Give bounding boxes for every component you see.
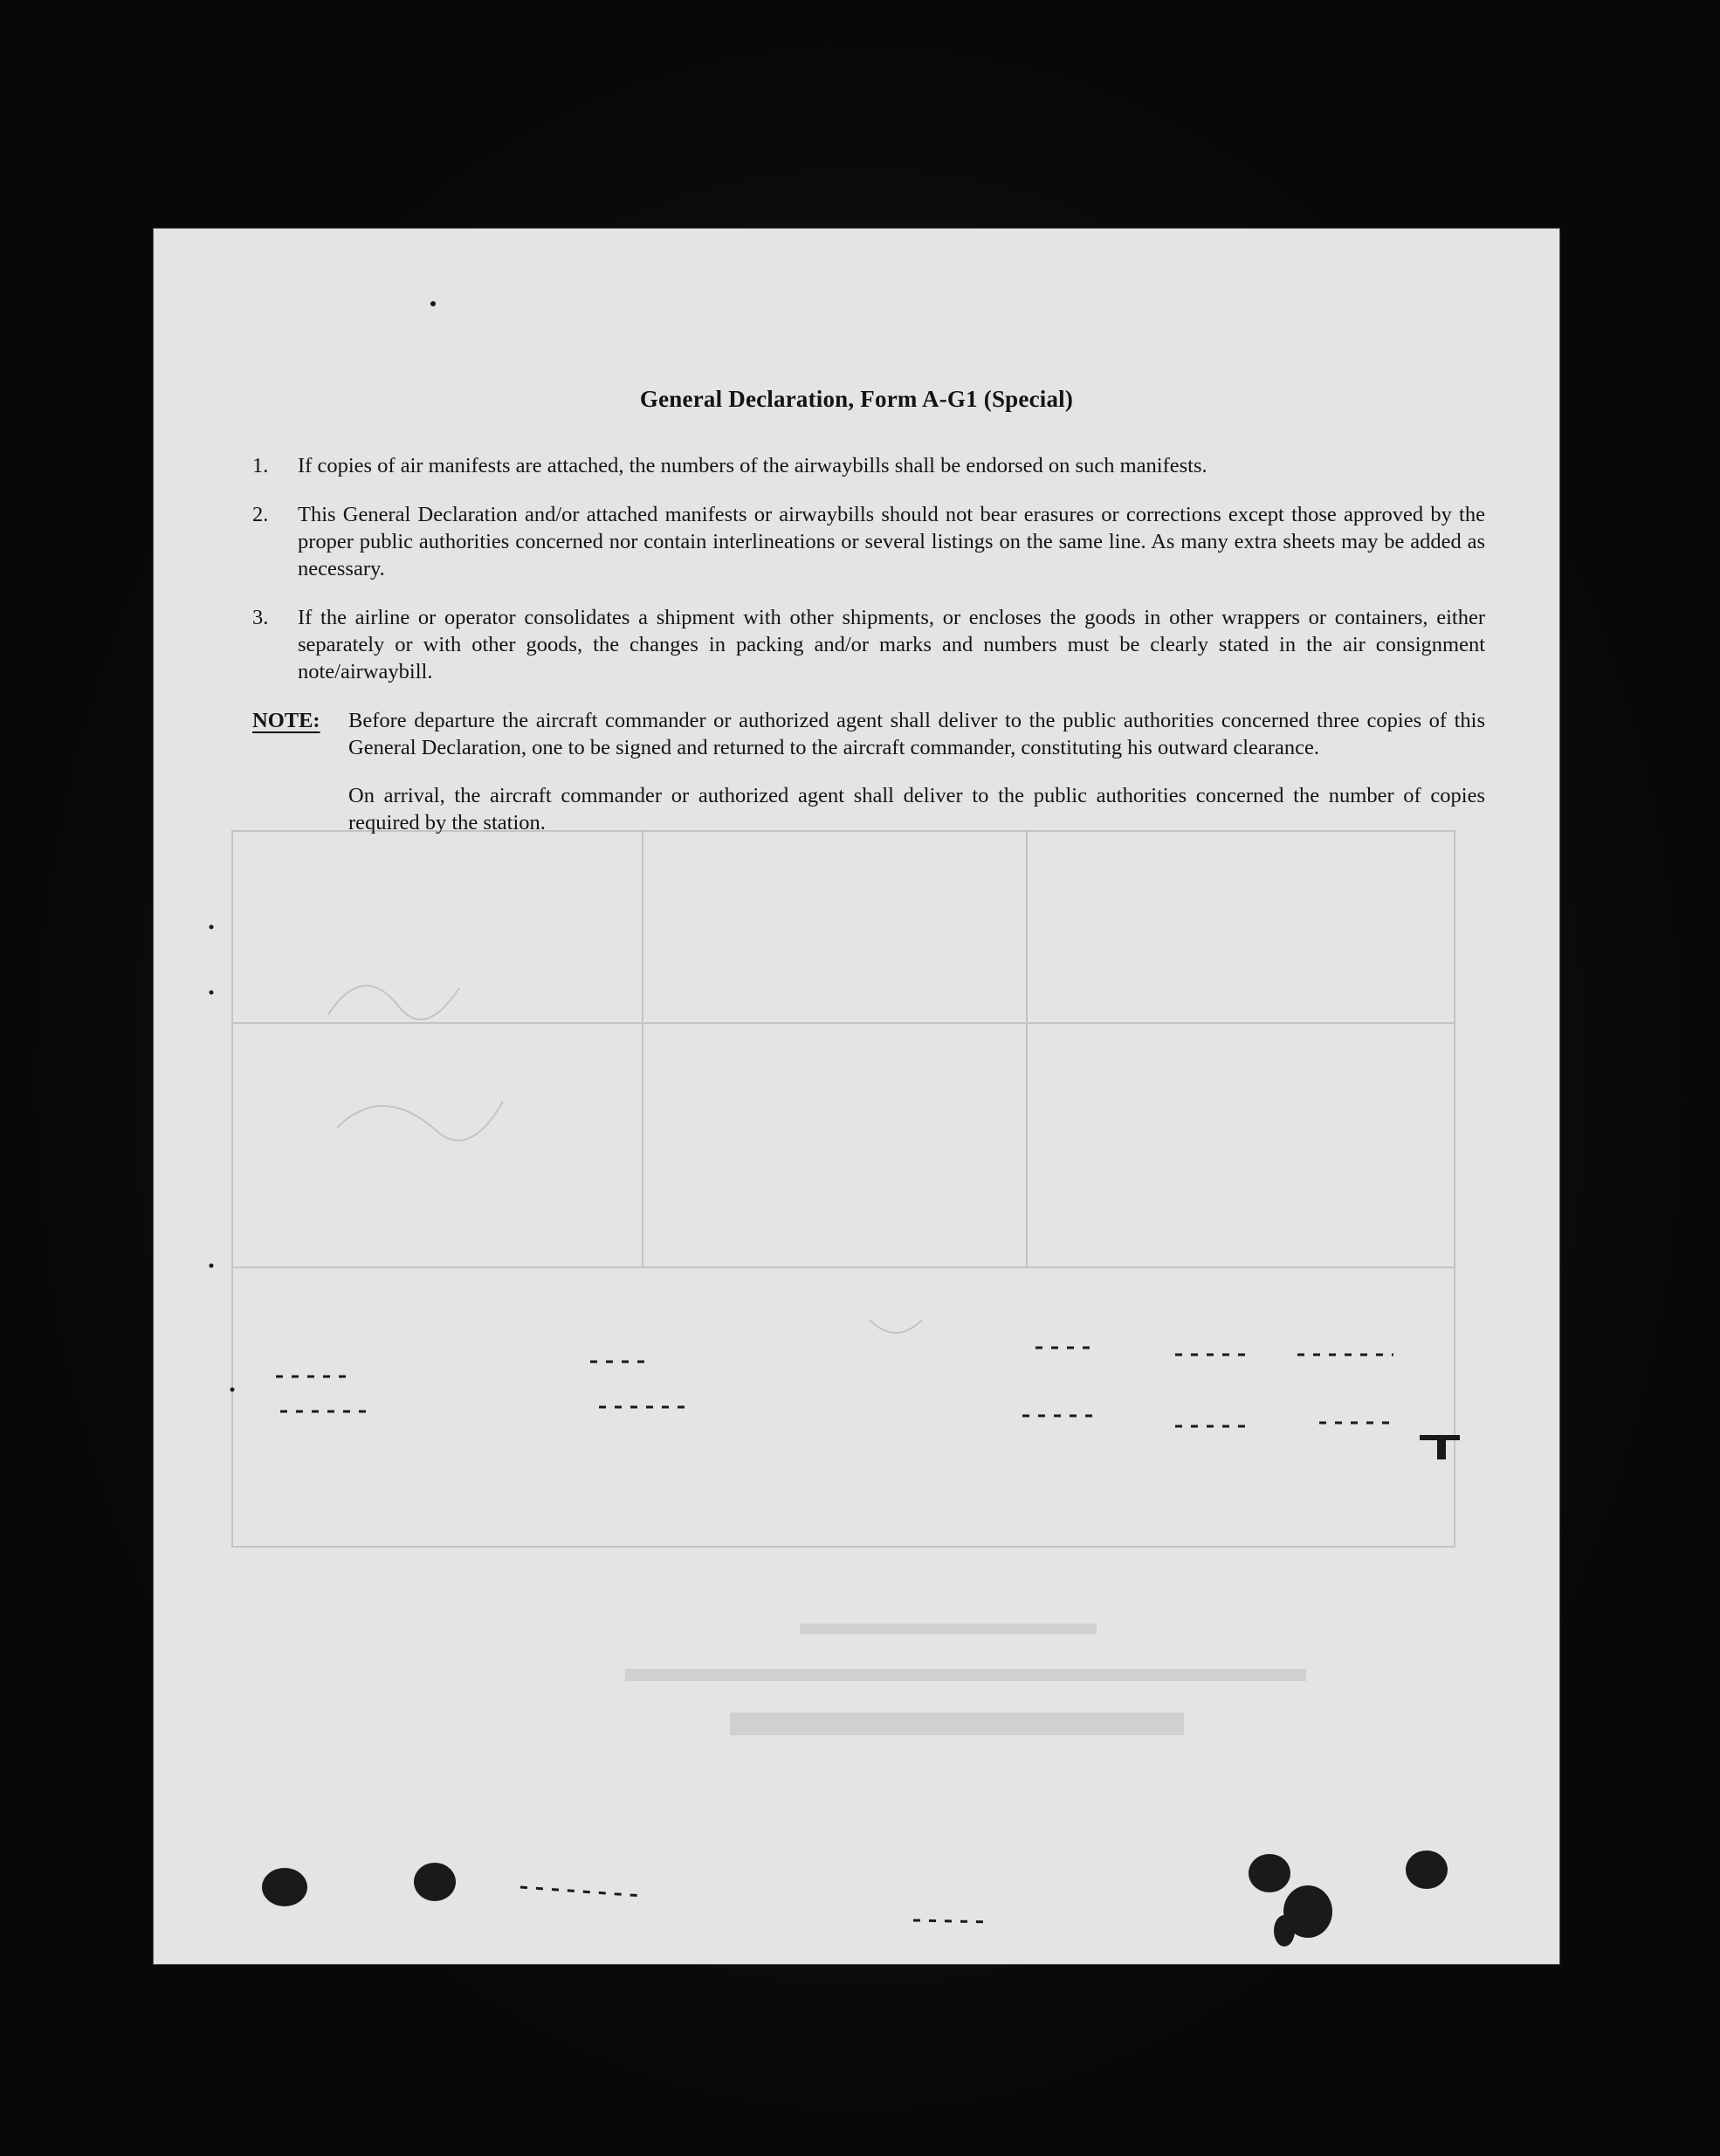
note-section [252,707,1485,857]
note-paragraph: On arrival, the aircraft commander or authorized agent shall deliver to the public authorities concerned the number of copies required by the station. [348,784,1485,834]
note-paragraph: Before departure the aircraft commander or authorized agent shall deliver to the public authorities concerned three copies of this General Declaration, one to be signed and returned to the aircraft commander, constituting his outward clearance. [348,709,1485,759]
instruction-number: 3. [252,606,269,629]
document-page [154,229,1559,1964]
instruction-item-3 [252,604,1485,685]
instruction-text: If copies of air manifests are attached, the numbers of the airwaybills shall be endorsed on such manifests. [298,454,1207,477]
note-label: NOTE: [252,709,320,732]
instruction-number: 2. [252,503,269,526]
reverse-side-bleed-through [154,229,1559,1964]
instruction-item-2 [252,501,1485,582]
instruction-text: If the airline or operator consolidates a shipment with other shipments, or encloses the goods in other wrappers or containers, either separately or with other goods, the changes in packing and/or marks and numbers must be clearly stated in the air consignment note/airwaybill. [298,606,1485,683]
instruction-item-1 [252,452,1485,479]
instruction-number: 1. [252,454,269,477]
form-title: General Declaration, Form A-G1 (Special) [639,386,1074,412]
note-body [348,707,1485,836]
instruction-text: This General Declaration and/or attached manifests or airwaybills should not bear erasures or corrections except those approved by the proper public authorities concerned nor contain interlineations or several listings on the same line. As many extra sheets may be added as necessary. [298,503,1485,580]
